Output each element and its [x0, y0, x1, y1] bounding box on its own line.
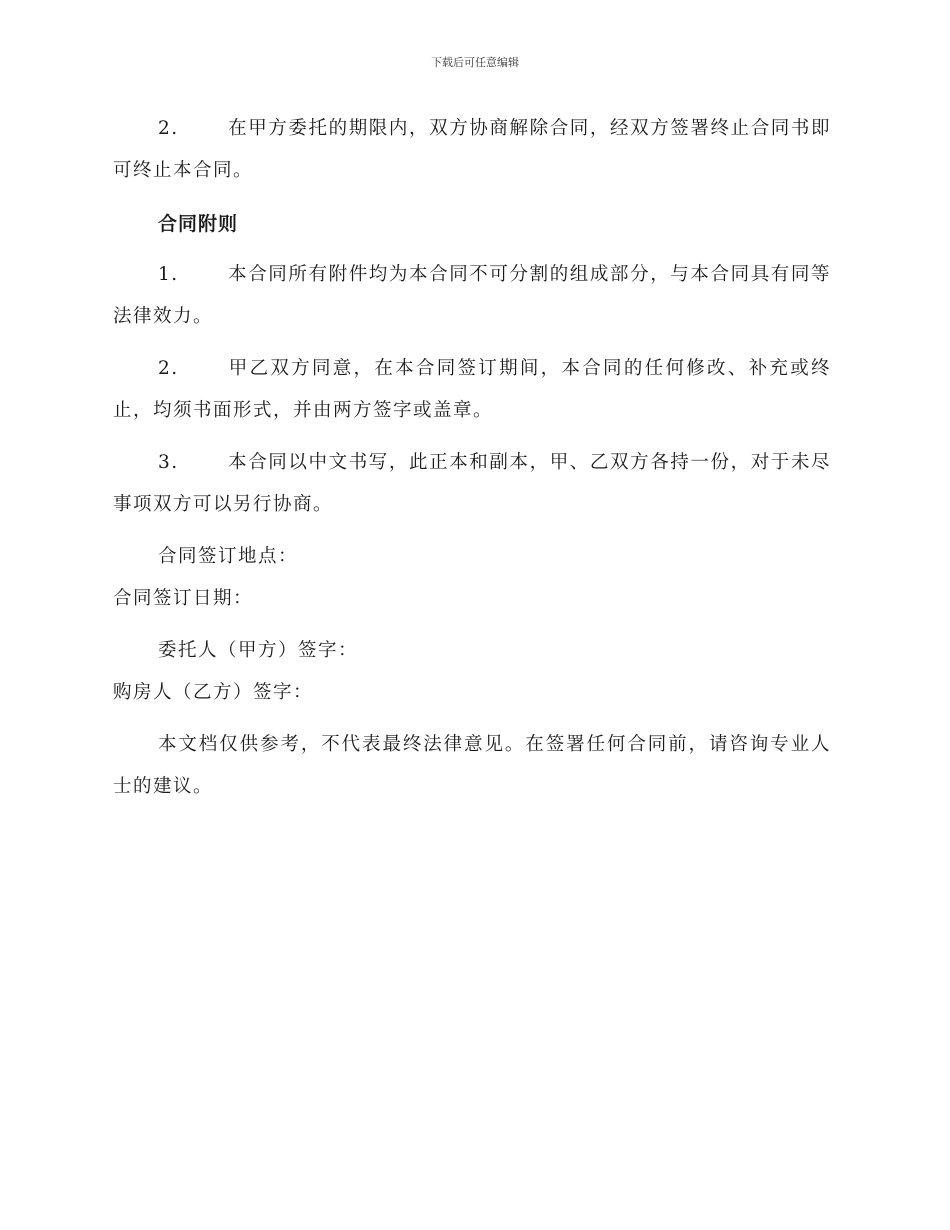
clause-number: 2. — [158, 118, 179, 139]
signing-date-label: 合同签订日期： — [113, 588, 254, 609]
disclaimer: 本文档仅供参考，不代表最终法律意见。在签署任何合同前，请咨询专业人士的建议。 — [113, 734, 831, 797]
section-title: 合同附则 — [158, 213, 239, 235]
party-a-signature-label: 委托人（甲方）签字： — [158, 640, 359, 661]
clause-text: 在甲方委托的期限内，双方协商解除合同，经双方签署终止合同书即可终止本合同。 — [113, 118, 831, 181]
page-header: 下载后可任意编辑 — [431, 56, 519, 69]
appendix-clause-3 — [113, 442, 831, 526]
clause-text: 本合同所有附件均为本合同不可分割的组成部分，与本合同具有同等法律效力。 — [113, 264, 831, 327]
signing-place-label: 合同签订地点： — [158, 546, 299, 567]
appendix-clause-2 — [113, 348, 831, 432]
clause-number: 3. — [158, 452, 179, 473]
appendix-clause-1 — [113, 254, 831, 338]
party-b-signature-label: 购房人（乙方）签字： — [113, 682, 314, 703]
clause-text: 本合同以中文书写，此正本和副本，甲、乙双方各持一份，对于未尽事项双方可以另行协商。 — [113, 452, 831, 515]
termination-clause — [113, 108, 831, 192]
clause-number: 2. — [158, 358, 179, 379]
clause-number: 1. — [158, 264, 179, 285]
document-body — [113, 108, 831, 818]
clause-text: 甲乙双方同意，在本合同签订期间，本合同的任何修改、补充或终止，均须书面形式，并由两方签字或盖章。 — [113, 358, 831, 421]
